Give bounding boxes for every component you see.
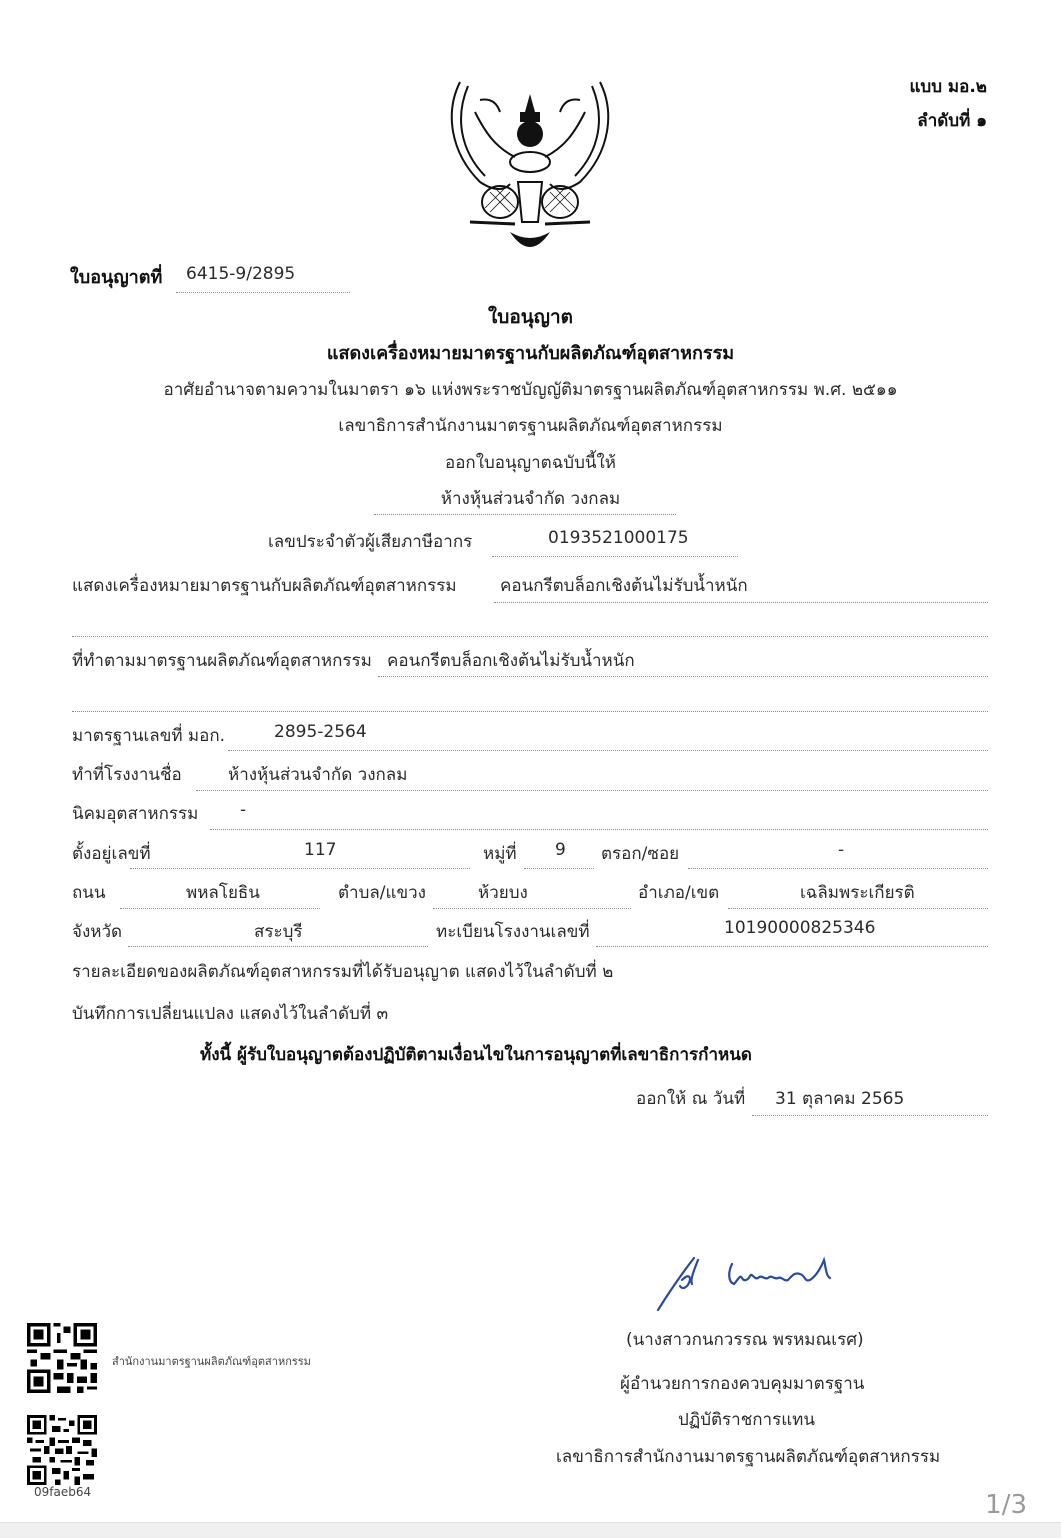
industrial-estate-value: - (240, 800, 247, 820)
standard-product-value: คอนกรีตบล็อกเชิงต้นไม่รับน้ำหนัก (387, 651, 635, 671)
document-title: ใบอนุญาต (488, 306, 573, 328)
dotted-line (120, 908, 320, 909)
issue-date-label: ออกให้ ณ วันที่ (636, 1089, 746, 1109)
factory-reg-label: ทะเบียนโรงงานเลขที่ (436, 922, 590, 942)
dotted-line (433, 908, 631, 909)
signatory-name: (นางสาวกนกวรรณ พรหมณเรศ) (626, 1330, 864, 1350)
license-number-label: ใบอนุญาตที่ (70, 267, 163, 288)
standard-no-label: มาตรฐานเลขที่ มอก. (72, 726, 226, 746)
dotted-line (728, 908, 988, 909)
dotted-line (176, 292, 350, 293)
address-no-label: ตั้งอยู่เลขที่ (72, 844, 151, 864)
industrial-estate-label: นิคมอุตสาหกรรม (72, 804, 199, 824)
secretary-general-title: เลขาธิการสำนักงานมาตรฐานผลิตภัณฑ์อุตสาหกรรม (556, 1447, 941, 1467)
acting-on-behalf: ปฏิบัติราชการแทน (678, 1410, 816, 1430)
dotted-line (196, 790, 988, 791)
dotted-line (378, 676, 988, 677)
dotted-line (128, 946, 428, 947)
license-number-value: 6415-9/2895 (186, 264, 296, 284)
moo-label: หมู่ที่ (483, 844, 517, 864)
dotted-line (492, 556, 738, 557)
subdistrict-value: ห้วยบง (478, 883, 528, 903)
dotted-line (524, 868, 594, 869)
dotted-line (494, 602, 988, 603)
changes-note: บันทึกการเปลี่ยนแปลง แสดงไว้ในลำดับที่ ๓ (72, 1004, 389, 1024)
standard-product-label: ที่ทำตามมาตรฐานผลิตภัณฑ์อุตสาหกรรม (72, 651, 372, 671)
factory-name-value: ห้างหุ้นส่วนจำกัด วงกลม (228, 765, 408, 785)
dotted-line (596, 946, 988, 947)
tax-id-value: 0193521000175 (548, 528, 689, 548)
road-value: พหลโยธิน (186, 883, 260, 903)
province-label: จังหวัด (72, 922, 123, 942)
standard-no-value: 2895-2564 (274, 722, 367, 742)
sequence-number: ลำดับที่ ๑ (917, 111, 987, 131)
page-indicator: 1/3 (985, 1490, 1027, 1520)
signature-image (654, 1250, 844, 1318)
garuda-emblem-icon (440, 72, 620, 262)
mark-product-value: คอนกรีตบล็อกเชิงต้นไม่รับน้ำหนัก (500, 576, 748, 596)
qr-caption-office: สำนักงานมาตรฐานผลิตภัณฑ์อุตสาหกรรม (112, 1355, 311, 1368)
dotted-line (210, 829, 988, 830)
signatory-position: ผู้อำนวยการกองควบคุมมาตรฐาน (620, 1374, 865, 1394)
subdistrict-label: ตำบล/แขวง (338, 883, 426, 903)
moo-value: 9 (555, 840, 566, 860)
factory-reg-value: 10190000825346 (724, 918, 876, 938)
document-subtitle: แสดงเครื่องหมายมาตรฐานกับผลิตภัณฑ์อุตสาหกรรม (326, 343, 735, 364)
viewer-bottom-bar (0, 1522, 1061, 1538)
dotted-line (374, 514, 676, 515)
soi-label: ตรอก/ซอย (601, 844, 680, 864)
district-label: อำเภอ/เขต (638, 883, 720, 903)
soi-value: - (838, 840, 845, 860)
issuer: เลขาธิการสำนักงานมาตรฐานผลิตภัณฑ์อุตสาหกรรม (338, 416, 723, 436)
licensee-name: ห้างหุ้นส่วนจำกัด วงกลม (440, 489, 621, 509)
form-code-block (909, 70, 987, 138)
qr-verification-code: 09faeb64 (34, 1485, 92, 1499)
tax-id-label: เลขประจำตัวผู้เสียภาษีอากร (268, 532, 473, 552)
address-no-value: 117 (304, 840, 337, 860)
road-label: ถนน (72, 883, 106, 903)
province-value: สระบุรี (254, 922, 303, 942)
qr-code-icon (27, 1415, 97, 1485)
dotted-line (228, 750, 988, 751)
issue-date-value: 31 ตุลาคม 2565 (775, 1089, 905, 1109)
dotted-line (688, 868, 988, 869)
dotted-line (752, 1115, 988, 1116)
dotted-line (72, 711, 988, 712)
district-value: เฉลิมพระเกียรติ (800, 883, 915, 903)
legal-basis: อาศัยอำนาจตามความในมาตรา ๑๖ แห่งพระราชบัญญัติมาตรฐานผลิตภัณฑ์อุตสาหกรรม พ.ศ. ๒๕๑๑ (163, 380, 898, 400)
factory-name-label: ทำที่โรงงานชื่อ (72, 765, 182, 785)
issue-statement: ออกใบอนุญาตฉบับนี้ให้ (445, 453, 616, 473)
details-note: รายละเอียดของผลิตภัณฑ์อุตสาหกรรมที่ได้รับอนุญาต แสดงไว้ในลำดับที่ ๒ (72, 962, 614, 982)
dotted-line (72, 636, 988, 637)
mark-product-label: แสดงเครื่องหมายมาตรฐานกับผลิตภัณฑ์อุตสาหกรรม (72, 576, 457, 596)
dotted-line (130, 868, 470, 869)
qr-code-icon (27, 1323, 97, 1393)
condition-note: ทั้งนี้ ผู้รับใบอนุญาตต้องปฏิบัติตามเงื่อนไขในการอนุญาตที่เลขาธิการกำหนด (200, 1045, 752, 1065)
form-code: แบบ มอ.๒ (909, 77, 987, 97)
